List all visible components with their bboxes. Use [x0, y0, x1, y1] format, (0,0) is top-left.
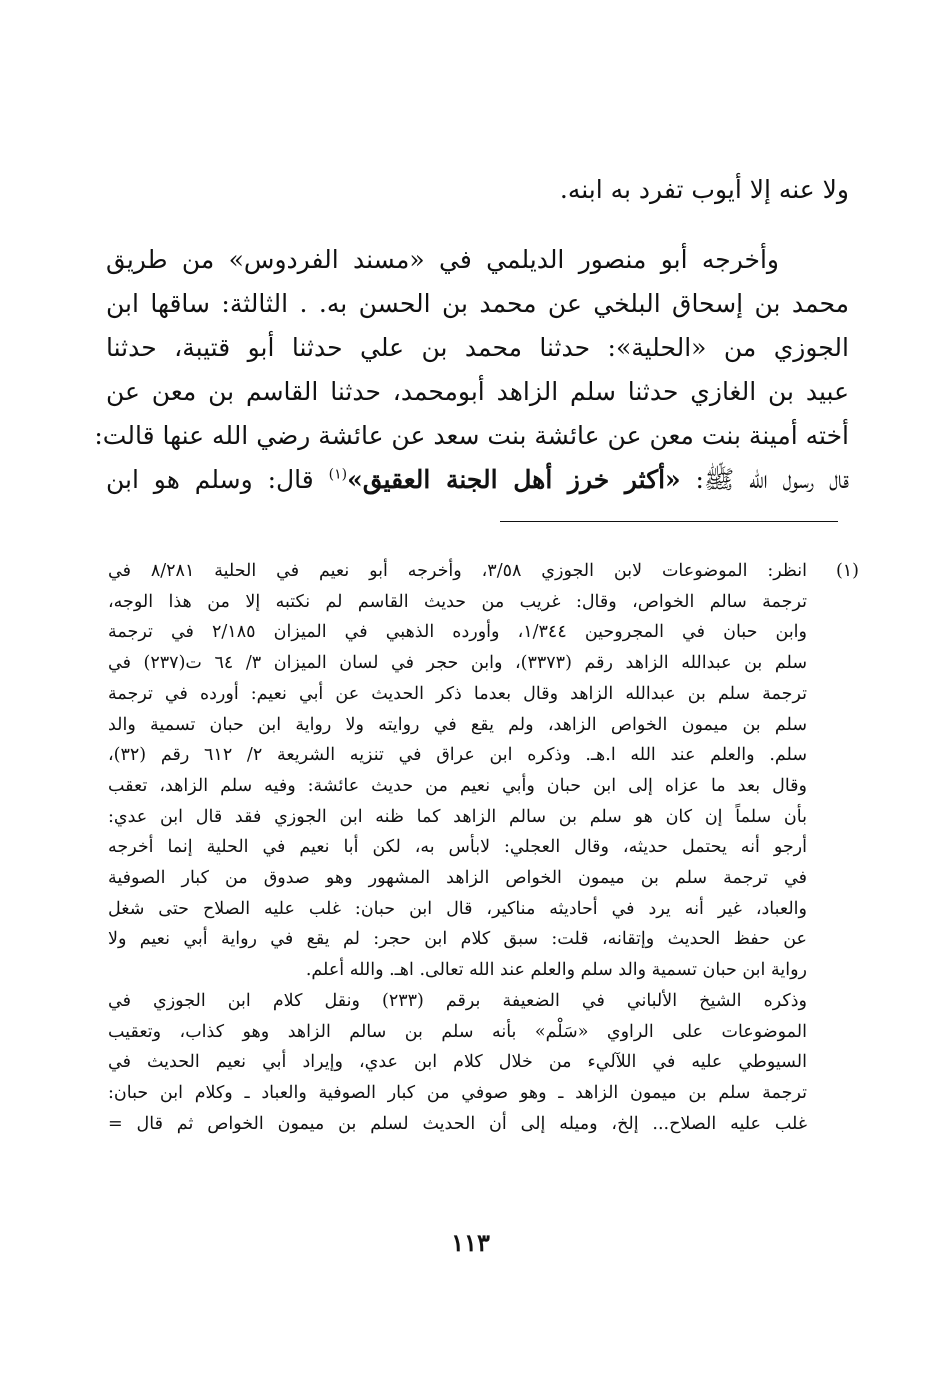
- footnote-reference: (١): [328, 466, 348, 483]
- main-line-7-end: قال: وسلم هو ابن: [106, 465, 329, 494]
- main-line-7-start: قال رسول الله ﷺ:: [680, 465, 849, 494]
- footnote-line: وابن حبان في المجروحين ١/٣٤٤، وأورده الذهبي في الميزان ٢/١٨٥ في ترجمة: [108, 622, 807, 643]
- footnote-line: ترجمة سلم بن عبدالله الزاهد وقال بعدما ذكر الحديث عن أبي نعيم: أورده في ترجمة: [108, 683, 807, 704]
- footnote-line: سلم بن ميمون الخواص الزاهد، ولم يقع في روايته ولا رواية ابن حبان تسمية والد: [108, 714, 807, 735]
- footnote-line: سلم. والعلم عند الله ا.هـ. وذكره ابن عراق في تنزيه الشريعة ٢/ ٦١٢ رقم (٣٢)،: [108, 745, 807, 766]
- footnote-line: غلب عليه الصلاح... إلخ، وميله إلى أن الحديث لسلم بن ميمون الخواص ثم قال =: [108, 1113, 807, 1134]
- footnote-line: والعباد، غير أنه يرد في أحاديثه مناكير، قال ابن حبان: غلب عليه الصلاح حتى شغل: [108, 898, 807, 919]
- footnote-line: انظر: الموضوعات لابن الجوزي ٣/٥٨، وأخرجه أبو نعيم في الحلية ٨/٢٨١ في: [108, 561, 807, 581]
- main-line-2: وأخرجه أبو منصور الديلمي في «مسند الفردوس» من طريق: [106, 245, 779, 274]
- footnote-line: الموضوعات على الراوي «سَلْم» بأنه سلم بن سالم الزاهد وهو كذاب، وتعقيب: [108, 1021, 807, 1042]
- main-line-5: عبيد بن الغازي حدثنا سلم الزاهد أبومحمد، حدثنا القاسم بن معن عن: [106, 377, 849, 406]
- footnote-line: في ترجمة سلم بن ميمون الخواص الزاهد المشهور وهو صدوق من كبار الصوفية: [108, 868, 807, 889]
- footnote-line: السيوطي عليه في اللآليء من خلال كلام ابن عدي، وإيراد أبي نعيم الحديث في: [108, 1052, 807, 1073]
- footnote-line: وقال بعد ما عزاه إلى ابن حبان وأبي نعيم من حديث عائشة: وفيه سلم الزاهد، تعقب: [108, 775, 807, 796]
- footnote-line: بأن سلماً إن كان هو سلم بن سالم الزاهد كما ظنه ابن الجوزي فقد قال ابن عدي:: [108, 806, 807, 827]
- footnote-line: سلم بن عبدالله الزاهد رقم (٣٣٧٣)، وابن حجر في لسان الميزان ٣/ ٦٤ ت(٢٣٧) في: [108, 653, 807, 674]
- footnote-line: رواية ابن حبان تسمية والد سلم والعلم عند الله تعالى. اهـ. والله أعلم.: [305, 960, 807, 981]
- main-text-block: [94, 168, 849, 502]
- footnote-line: أرجو أنه يحتمل حديثه، وقال العجلي: لابأس به، لكن أبا نعيم في الحلية إنما أخرجه: [108, 837, 807, 858]
- main-line-3: محمد بن إسحاق البلخي عن محمد بن الحسن به. . الثالثة: ساقها ابن: [106, 289, 849, 318]
- page-number: ١١٣: [451, 1228, 490, 1257]
- footnote-separator: [500, 521, 838, 522]
- main-line-7: [106, 458, 849, 502]
- footnote-marker: (١): [835, 561, 859, 581]
- footnote-block: [108, 556, 859, 1139]
- hadith-quote: «أكثر خرز أهل الجنة العقيق»: [347, 465, 681, 494]
- footnote-body: [108, 556, 807, 1139]
- main-line-1: ولا عنه إلا أيوب تفرد به ابنه.: [559, 175, 849, 204]
- footnote-line: ترجمة سلم بن ميمون الزاهد ـ وهو صوفي من كبار الصوفية والعباد ـ وكلام ابن حبان:: [108, 1082, 807, 1103]
- footnote-line: ترجمة سالم الخواص، وقال: غريب من حديث القاسم لم نكتبه إلا من هذا الوجه،: [108, 591, 807, 612]
- main-line-6: أخته أمينة بنت معن عن عائشة بنت سعد عن عائشة رضي الله عنها قالت:: [94, 421, 849, 450]
- footnote-line: عن حفظ الحديث وإتقانه، قلت: سبق كلام ابن حجر: لم يقع في رواية أبي نعيم ولا: [108, 929, 807, 950]
- main-line-4: الجوزي من «الحلية»: حدثنا محمد بن علي حدثنا أبو قتيبة، حدثنا: [106, 333, 849, 362]
- footnote-line: وذكره الشيخ الألباني في الضعيفة برقم (٢٣٣) ونقل كلام ابن الجوزي في: [108, 990, 807, 1011]
